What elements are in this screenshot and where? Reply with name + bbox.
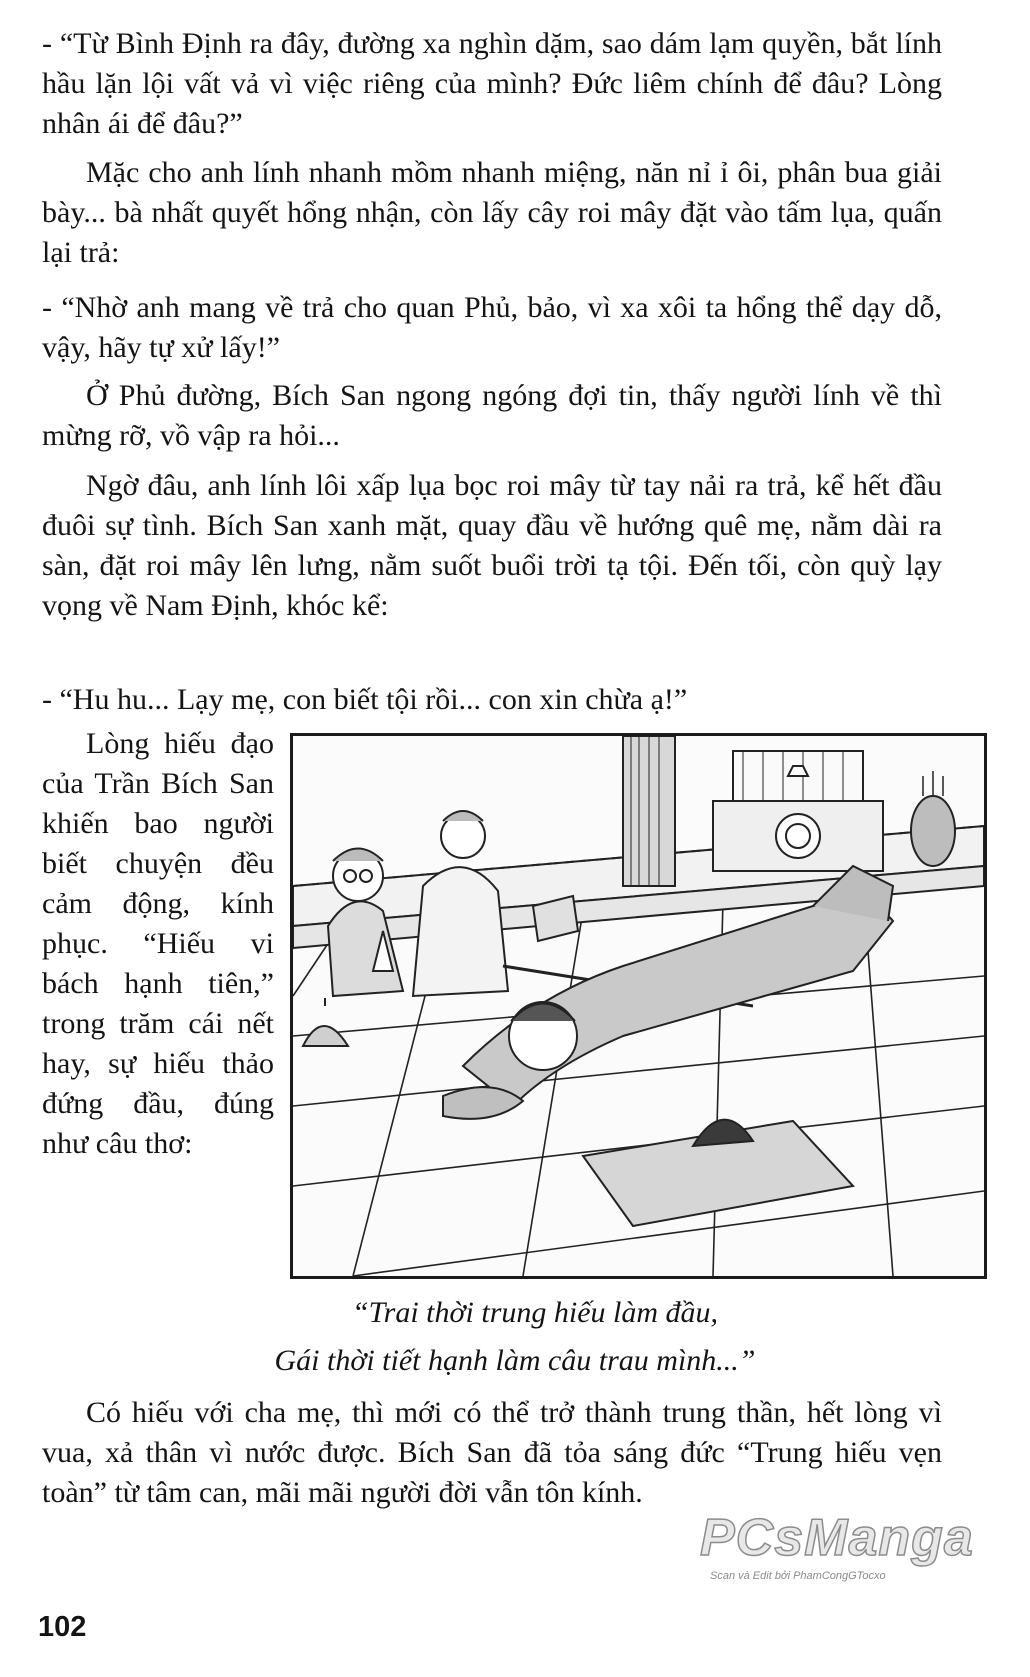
paragraph-repentance: Ngờ đâu, anh lính lôi xấp lụa bọc roi mây từ tay nải ra trả, kể hết đầu đuôi sự tình. Bích San xanh mặt, quay đầu về hướng quê mẹ, nằm dài ra sàn, đặt roi mây lên lưng, nằm suốt buổi trời tạ tội. Đến tối, còn quỳ lạy vọng về Nam Định, khóc kể: (42, 469, 942, 622)
cushion-icon (583, 1120, 853, 1226)
illustration-scene (293, 736, 984, 1276)
poem-line-2: Gái thời tiết hạnh làm câu trau mình...” (274, 1344, 756, 1377)
paragraph-filial-piety: Lòng hiếu đạo của Trần Bích San khiến bao người biết chuyện đều cảm động, kính phục. “Hiếu vi bách hạnh tiên,” trong trăm cái nết hay, sự hiếu thảo đứng đầu, đúng như câu thơ: (42, 727, 274, 1160)
paragraph-apology: - “Hu hu... Lạy mẹ, con biết tội rồi... con xin chừa ạ!” (42, 683, 688, 716)
watermark-logo: PCsManga (700, 1509, 974, 1567)
paragraph-mother-speech: - “Từ Bình Định ra đây, đường xa nghìn dặm, sao dám lạm quyền, bắt lính hầu lặn lội vất vả vì việc riêng của mình? Đức liêm chính để đâu? Lòng nhân ái để đâu?” (42, 27, 942, 140)
paragraph-conclusion: Có hiếu với cha mẹ, thì mới có thể trở thành trung thần, hết lòng vì vua, xả thân vì nước được. Bích San đã tỏa sáng đức “Trung hiếu vẹn toàn” từ tâm can, mãi mãi người đời vẫn tôn kính. (42, 1396, 942, 1509)
pillar-icon (623, 736, 675, 886)
kneeling-woman-icon (413, 811, 508, 996)
watermark (700, 1508, 1000, 1588)
paragraph-waiting: Ở Phủ đường, Bích San ngong ngóng đợi tin, thấy người lính về thì mừng rỡ, vồ vập ra hỏi... (42, 379, 942, 452)
altar-icon (713, 751, 955, 871)
watermark-credit: Scan và Edit bởi PhamCongGTocxo (710, 1570, 886, 1582)
hat-icon (303, 998, 348, 1046)
poem-line-1: “Trai thời trung hiếu làm đầu, (351, 1296, 719, 1329)
page-number: 102 (38, 1611, 87, 1643)
illustration-frame (290, 733, 987, 1279)
paragraph-return-message: - “Nhờ anh mang về trả cho quan Phủ, bảo, vì xa xôi ta hổng thể dạy dỗ, vậy, hãy tự xử lấy!” (42, 291, 942, 364)
paragraph-mother-refuses: Mặc cho anh lính nhanh mồm nhanh miệng, năn nỉ ỉ ôi, phân bua giải bày... bà nhất quyết hổng nhận, còn lấy cây roi mây đặt vào tấm lụa, quấn lại trả: (42, 156, 942, 269)
